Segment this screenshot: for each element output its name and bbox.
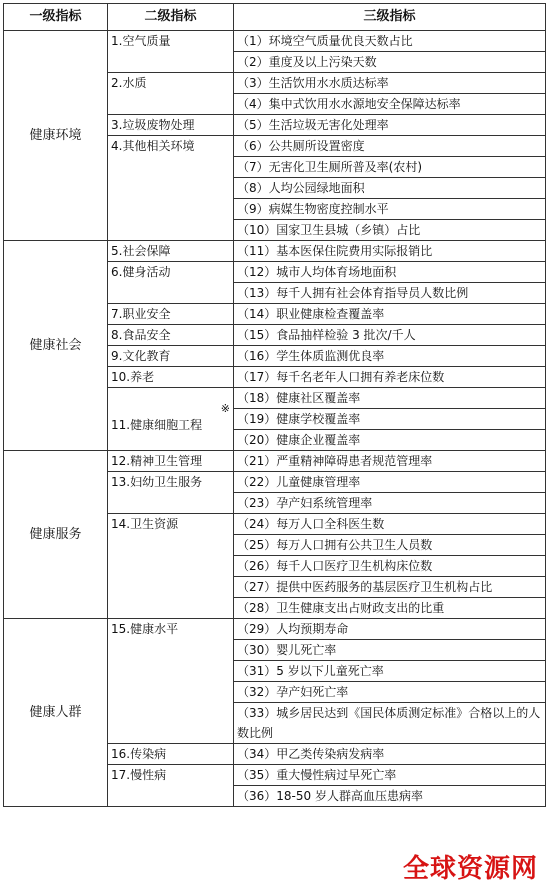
level2-label: 16.传染病 xyxy=(111,747,167,761)
level3-cell: （21）严重精神障碍患者规范管理率 xyxy=(234,451,546,472)
level3-cell: （20）健康企业覆盖率 xyxy=(234,430,546,451)
level2-label: 12.精神卫生管理 xyxy=(111,454,203,468)
level2-cell xyxy=(108,31,234,73)
reference-mark: ※ xyxy=(220,402,230,415)
level3-cell: （35）重大慢性病过早死亡率 xyxy=(234,765,546,786)
level3-cell: （13）每千人拥有社会体育指导员人数比例 xyxy=(234,283,546,304)
level2-label: 1.空气质量 xyxy=(111,34,171,48)
level3-cell: （11）基本医保住院费用实际报销比 xyxy=(234,241,546,262)
level2-cell xyxy=(108,388,234,451)
level2-cell xyxy=(108,514,234,619)
level1-cell: 健康社会 xyxy=(4,241,108,451)
level2-label: 4.其他相关环境 xyxy=(111,139,195,153)
level3-cell: （29）人均预期寿命 xyxy=(234,619,546,640)
level2-cell xyxy=(108,73,234,115)
level3-cell: （27）提供中医药服务的基层医疗卫生机构占比 xyxy=(234,577,546,598)
level3-cell: （7）无害化卫生厕所普及率(农村) xyxy=(234,157,546,178)
level2-label: 17.慢性病 xyxy=(111,768,167,782)
level2-cell xyxy=(108,136,234,241)
level3-cell: （14）职业健康检查覆盖率 xyxy=(234,304,546,325)
header-level2: 二级指标 xyxy=(108,4,234,31)
level2-cell xyxy=(108,325,234,346)
level2-label: 5.社会保障 xyxy=(111,244,171,258)
table-row xyxy=(4,241,546,262)
level2-label: 10.养老 xyxy=(111,370,155,384)
level2-label: 11.健康细胞工程 xyxy=(111,418,203,432)
level3-cell: （15）食品抽样检验 3 批次/千人 xyxy=(234,325,546,346)
level2-label: 6.健身活动 xyxy=(111,265,171,279)
level2-cell xyxy=(108,765,234,807)
level1-cell: 健康服务 xyxy=(4,451,108,619)
level3-cell: （8）人均公园绿地面积 xyxy=(234,178,546,199)
header-level3: 三级指标 xyxy=(234,4,546,31)
level3-cell: （34）甲乙类传染病发病率 xyxy=(234,744,546,765)
level3-cell: （1）环境空气质量优良天数占比 xyxy=(234,31,546,52)
level3-cell: （9）病媒生物密度控制水平 xyxy=(234,199,546,220)
level3-cell: （33）城乡居民达到《国民体质测定标准》合格以上的人数比例 xyxy=(234,703,546,744)
level2-label: 15.健康水平 xyxy=(111,622,179,636)
level2-cell xyxy=(108,451,234,472)
level2-label: 13.妇幼卫生服务 xyxy=(111,475,203,489)
level3-cell: （6）公共厕所设置密度 xyxy=(234,136,546,157)
level3-cell: （16）学生体质监测优良率 xyxy=(234,346,546,367)
level2-label: 9.文化教育 xyxy=(111,349,171,363)
level3-cell: （5）生活垃圾无害化处理率 xyxy=(234,115,546,136)
level3-cell: （19）健康学校覆盖率 xyxy=(234,409,546,430)
level2-cell xyxy=(108,262,234,304)
level3-cell: （31）5 岁以下儿童死亡率 xyxy=(234,661,546,682)
level2-label: 2.水质 xyxy=(111,76,147,90)
level3-cell: （2）重度及以上污染天数 xyxy=(234,52,546,73)
level3-cell: （3）生活饮用水水质达标率 xyxy=(234,73,546,94)
level2-cell xyxy=(108,472,234,514)
level2-label: 7.职业安全 xyxy=(111,307,171,321)
level2-cell xyxy=(108,304,234,325)
level3-cell: （26）每千人口医疗卫生机构床位数 xyxy=(234,556,546,577)
level3-cell: （28）卫生健康支出占财政支出的比重 xyxy=(234,598,546,619)
header-level1: 一级指标 xyxy=(4,4,108,31)
level3-cell: （32）孕产妇死亡率 xyxy=(234,682,546,703)
level3-cell: （30）婴儿死亡率 xyxy=(234,640,546,661)
level2-cell xyxy=(108,241,234,262)
level1-cell: 健康人群 xyxy=(4,619,108,807)
level3-cell: （22）儿童健康管理率 xyxy=(234,472,546,493)
table-row xyxy=(4,31,546,52)
level2-label: 14.卫生资源 xyxy=(111,517,179,531)
level2-cell xyxy=(108,619,234,744)
level3-cell: （17）每千名老年人口拥有养老床位数 xyxy=(234,367,546,388)
level1-cell: 健康环境 xyxy=(4,31,108,241)
indicator-table xyxy=(3,3,546,807)
level3-cell: （12）城市人均体育场地面积 xyxy=(234,262,546,283)
level2-label: 3.垃圾废物处理 xyxy=(111,118,195,132)
level2-cell xyxy=(108,346,234,367)
level3-cell: （25）每万人口拥有公共卫生人员数 xyxy=(234,535,546,556)
level3-cell: （23）孕产妇系统管理率 xyxy=(234,493,546,514)
level2-cell xyxy=(108,744,234,765)
level3-cell: （18）健康社区覆盖率 xyxy=(234,388,546,409)
level3-cell: （10）国家卫生县城（乡镇）占比 xyxy=(234,220,546,241)
header-row xyxy=(4,4,546,31)
level2-label: 8.食品安全 xyxy=(111,328,171,342)
table-row xyxy=(4,451,546,472)
watermark: 全球资源网 xyxy=(402,854,538,884)
table-body xyxy=(4,31,546,807)
level3-cell: （36）18-50 岁人群高血压患病率 xyxy=(234,786,546,807)
table-row xyxy=(4,619,546,640)
level2-cell xyxy=(108,367,234,388)
level3-cell: （4）集中式饮用水水源地安全保障达标率 xyxy=(234,94,546,115)
level3-cell: （24）每万人口全科医生数 xyxy=(234,514,546,535)
level2-cell xyxy=(108,115,234,136)
